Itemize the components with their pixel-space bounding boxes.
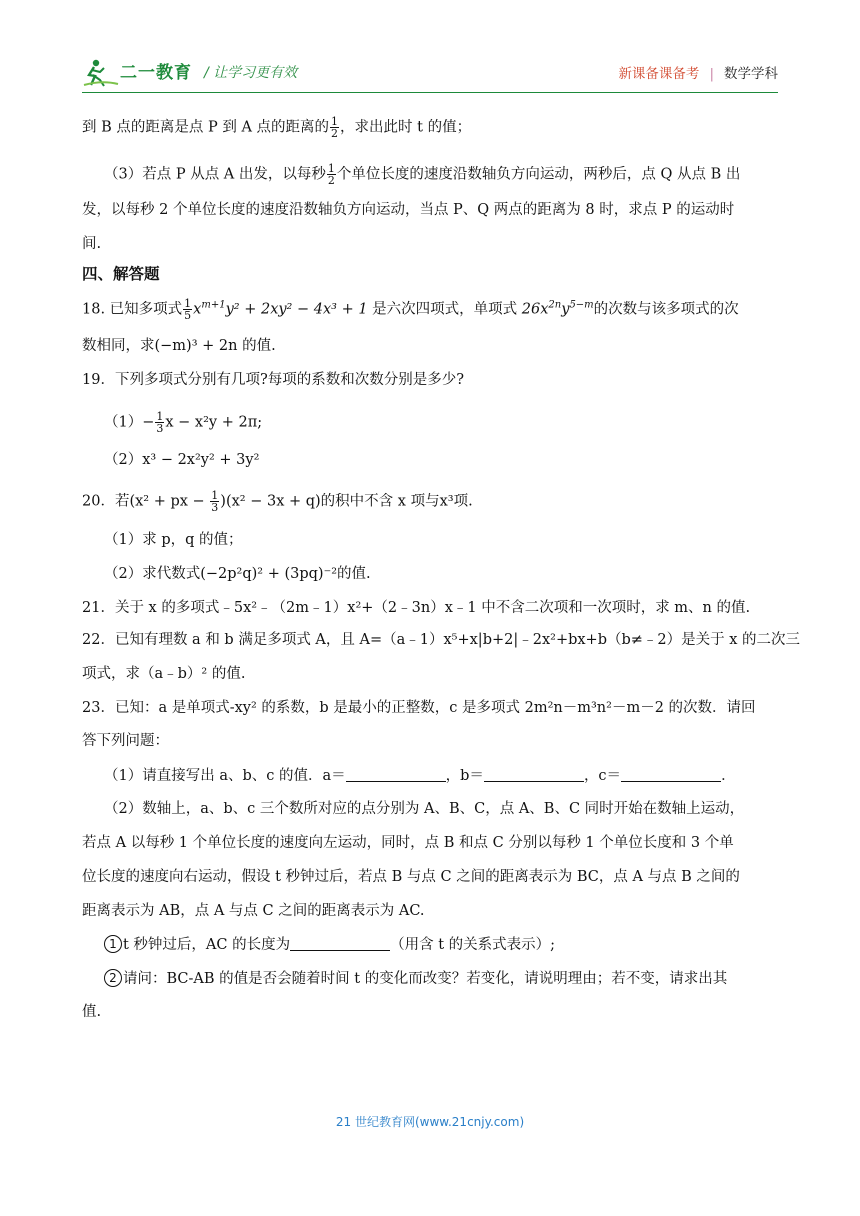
header-label-subject: 数学学科 [724,66,778,82]
text: （1）− [104,414,155,431]
fraction [183,298,192,321]
frac-den: 5 [184,309,192,322]
text: )(x² − 3x + q)的积中不含 x 项与x³项. [220,493,473,510]
fraction [327,163,336,186]
text: 20．若(x² + px − [82,493,210,510]
math: y [561,301,570,318]
math: y² + 2xy² − 4x³ + 1 [225,301,368,318]
text: 个单位长度的速度沿数轴负方向运动，两秒后，点 Q 从点 B 出 [336,166,741,183]
text: 18. 已知多项式 [82,301,183,318]
text: 是六次四项式，单项式 [367,301,522,318]
text-line: （1）求 p，q 的值； [104,532,243,548]
text: （1）请直接写出 a、b、c 的值．a＝ [104,768,346,784]
answer-blank-a[interactable] [346,767,446,782]
text: ． [721,768,736,784]
text-line [104,163,778,186]
text-line: 位长度的速度向右运动，假设 t 秒钟过后，若点 B 与点 C 之间的距离表示为 BC，点 A 与点 B 之间的 [82,869,740,885]
fraction [155,411,164,434]
question-23: 23．已知：a 是单项式-xy² 的系数，b 是最小的正整数，c 是多项式 2m²n－m³n²－m－2 的次数．请回 [82,700,756,716]
text-line [104,766,778,786]
frac-den: 3 [156,422,164,435]
frac-num: 1 [327,162,335,175]
text-line: 值. [82,1004,102,1020]
exponent: 2n [548,299,562,311]
question-22: 22．已知有理数 a 和 b 满足多项式 A，且 A=（a﹣1）x⁵+x|b+2|﹣2x²+bx+b（b≠﹣2）是关于 x 的二次三 [82,632,801,648]
question-21: 21．关于 x 的多项式﹣5x²﹣（2m﹣1）x²+（2﹣3n）x﹣1 中不含二次项和一次项时，求 m、n 的值. [82,600,751,616]
fraction [210,490,219,513]
text: ，b＝ [445,768,484,784]
header-label-course: 新课备课备考 [618,66,700,82]
math: x − x²y + 2π; [165,414,263,431]
text-line: （2）数轴上，a、b、c 三个数所对应的点分别为 A、B、C，点 A、B、C 同时开始在数轴上运动， [104,801,745,817]
text-line: 数相同，求(−m)³ + 2n 的值. [82,338,276,354]
math: x [193,301,202,318]
page-header [82,56,778,92]
frac-den: 3 [211,501,219,514]
exponent: m+1 [201,299,226,311]
text-line: 答下列问题： [82,733,169,749]
answer-blank-ac[interactable] [290,936,390,951]
text-line: 若点 A 以每秒 1 个单位长度的速度向左运动，同时，点 B 和点 C 分别以每秒 1 个单位长度和 3 个单 [82,835,734,851]
math: 26x [521,301,549,318]
frac-num: 1 [331,115,339,128]
text-line [82,116,782,139]
frac-den: 2 [331,127,339,140]
text: ，c＝ [583,768,622,784]
text-line [104,935,778,955]
header-subject [618,62,778,82]
text: t 秒钟过后，AC 的长度为 [123,937,291,953]
exponent: 5−m [569,299,594,311]
text: （3）若点 P 从点 A 出发，以每秒 [104,166,326,183]
question-18 [82,298,782,321]
answer-blank-b[interactable] [484,767,584,782]
header-rule [82,92,778,93]
text: ，求出此时 t 的值； [340,119,472,136]
fraction [330,116,339,139]
text-line: 间. [82,236,102,252]
logo-text: 二一教育 [120,63,192,83]
question-19: 19．下列多项式分别有几项?每项的系数和次数分别是多少? [82,372,464,388]
circled-number-1: 1 [104,935,122,953]
text-line: 项式，求（a﹣b）² 的值. [82,666,246,682]
text: 到 B 点的距离是点 P 到 A 点的距离的 [82,119,330,136]
text-line: 发，以每秒 2 个单位长度的速度沿数轴负方向运动，当点 P、Q 两点的距离为 8 时，求点 P 的运动时 [82,202,735,218]
frac-den: 2 [327,174,335,187]
text: （用含 t 的关系式表示）; [390,937,556,953]
text: 请问：BC-AB 的值是否会随着时间 t 的变化而改变？若变化，请说明理由；若不变，请求出其 [123,971,728,987]
answer-blank-c[interactable] [621,767,721,782]
frac-num: 1 [156,410,164,423]
text-line: 距离表示为 AB，点 A 与点 C 之间的距离表示为 AC. [82,903,425,919]
header-separator: | [709,66,714,82]
text-line [104,969,778,989]
header-slogan: / 让学习更有效 [204,65,298,81]
text-line: （2）求代数式(−2p²q)² + (3pq)⁻²的值. [104,566,371,582]
footer-link[interactable]: 21 世纪教育网(www.21cnjy.com) [335,1115,525,1129]
section-title: 四、解答题 [82,265,160,283]
text-line: （2）x³ − 2x²y² + 3y² [104,452,260,468]
frac-num: 1 [184,297,192,310]
text: 的次数与该多项式的次 [593,301,739,318]
frac-num: 1 [211,489,219,502]
text-line [104,411,778,434]
circled-number-2: 2 [104,969,122,987]
question-20 [82,490,782,513]
